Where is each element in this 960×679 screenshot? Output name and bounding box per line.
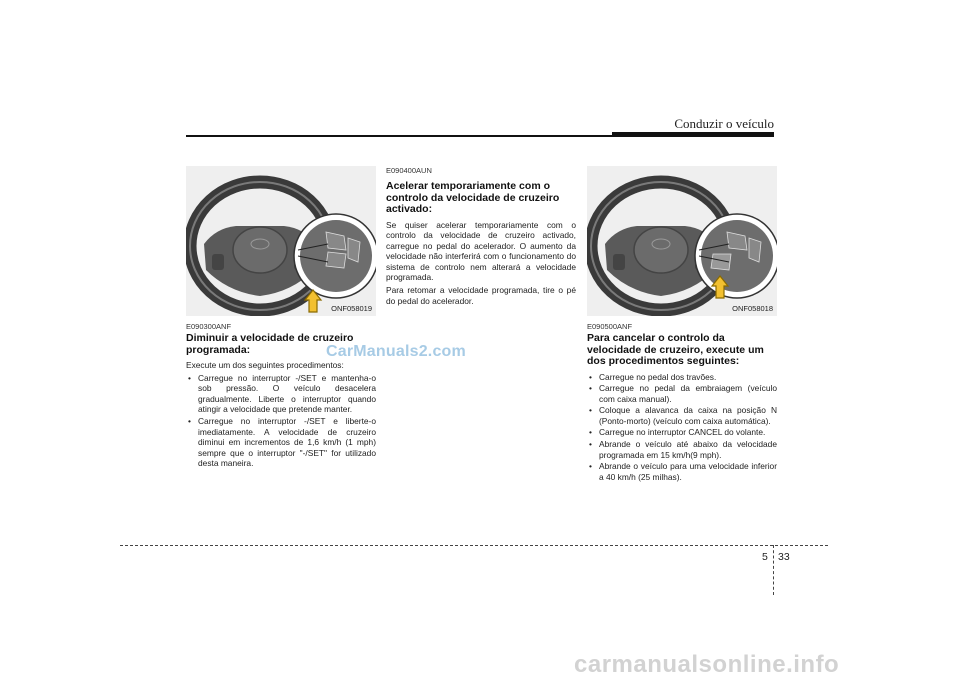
- watermark-top: CarManuals2.com: [326, 343, 466, 360]
- list-item: • Carregue no interruptor CANCEL do volante.: [587, 427, 777, 438]
- paragraph: Para retomar a velocidade programada, tire o pé do pedal do acelerador.: [386, 285, 576, 306]
- steering-wheel-illustration: [186, 166, 376, 316]
- figure-label: ONF058019: [331, 304, 372, 313]
- footer-vertical-rule: [773, 545, 774, 595]
- middle-column: [386, 166, 576, 308]
- list-item: • Carregue no pedal da embraiagem (veículo com caixa manual).: [587, 383, 777, 404]
- page-number: 33: [778, 551, 790, 563]
- footer-dashed-rule: [120, 545, 828, 546]
- intro-text: Execute um dos seguintes procedimentos:: [186, 360, 344, 370]
- steering-wheel-illustration: [587, 166, 777, 316]
- section-heading: Acelerar temporariamente com o controlo da velocidade de cruzeiro activado:: [386, 180, 560, 215]
- section-code: E090500ANF: [587, 322, 633, 331]
- header-rule-accent: [612, 132, 774, 136]
- steering-wheel-figure-right: [587, 166, 777, 316]
- section-heading: Diminuir a velocidade de cruzeiro programada:: [186, 332, 354, 356]
- paragraph: Se quiser acelerar temporariamente com o controlo da velocidade de cruzeiro activado, carregue no pedal do acelerador. O aumento da velocidade não interferirá com o funcionamento do sistema de controlo nem alterará a velocidade programada.: [386, 219, 576, 283]
- figure-label: ONF058018: [732, 304, 773, 313]
- watermark-bottom: carmanualsonline.info: [574, 651, 840, 678]
- section-heading: Para cancelar o controlo da velocidade de cruzeiro, execute um dos procedimentos seguintes:: [587, 332, 764, 367]
- section-code: E090300ANF: [186, 322, 232, 331]
- list-item: • Coloque a alavanca da caixa na posição N (Ponto-morto) (veículo com caixa automática).: [587, 405, 777, 426]
- list-item: • Carregue no interruptor -/SET e mantenha-o sob pressão. O veículo desacelera gradualmente. Liberte o interruptor quando atingir a velocidade que pretende manter.: [186, 373, 376, 415]
- chapter-number: 5: [762, 551, 768, 563]
- bullet-list: [587, 372, 777, 483]
- section-title: Conduzir o veículo: [674, 116, 774, 131]
- bullet-list: [186, 373, 376, 469]
- steering-wheel-figure-left: [186, 166, 376, 316]
- list-item: • Abrande o veículo até abaixo da velocidade programada em 15 km/h(9 mph).: [587, 439, 777, 460]
- list-item: • Abrande o veículo para uma velocidade inferior a 40 km/h (25 milhas).: [587, 461, 777, 482]
- list-item: • Carregue no interruptor -/SET e liberte-o imediatamente. A velocidade de cruzeiro diminui em incrementos de 1,6 km/h (1 mph) sempre que o interruptor "-/SET" for utilizado desta maneira.: [186, 416, 376, 469]
- list-item: • Carregue no pedal dos travões.: [587, 372, 777, 383]
- section-code: E090400AUN: [386, 166, 432, 175]
- left-column: [186, 166, 376, 470]
- right-column: [587, 166, 777, 483]
